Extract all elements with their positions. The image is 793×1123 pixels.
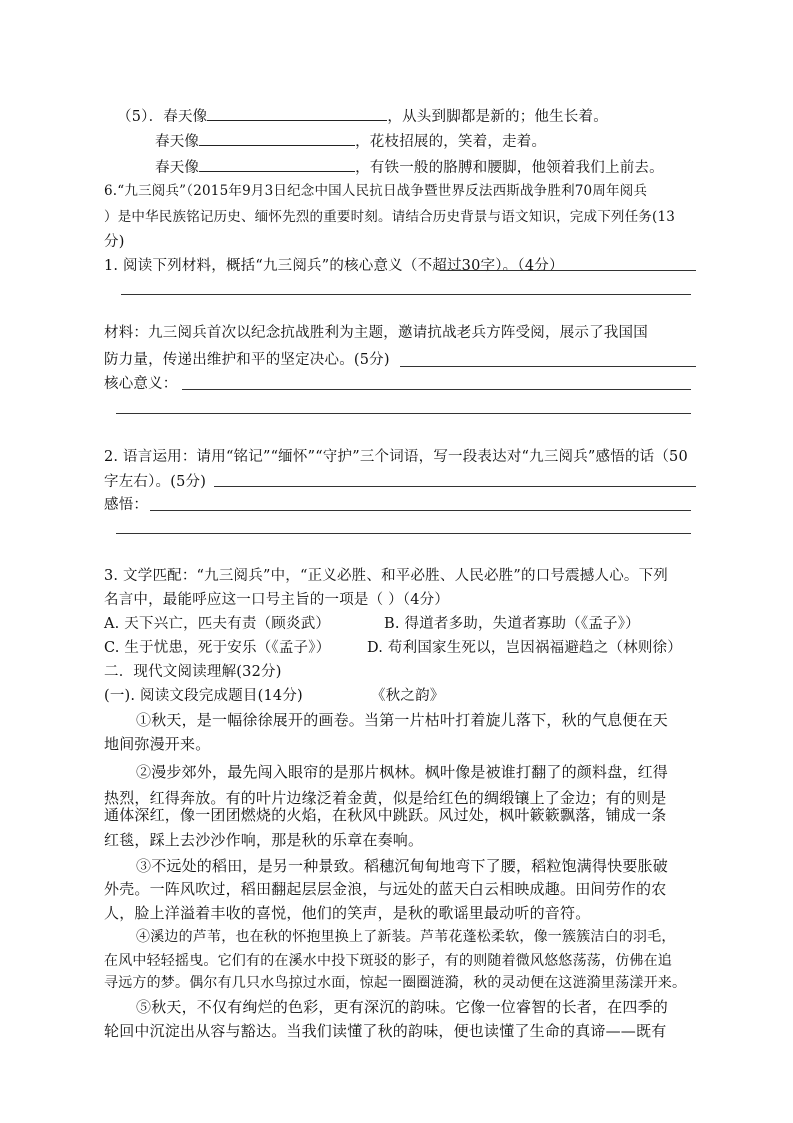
passage-line: 在风中轻轻摇曳。它们有的在溪水中投下斑驳的影子，有的则随着微风悠悠荡荡，仿佛在追	[104, 953, 672, 969]
answer-line[interactable]	[400, 366, 696, 367]
q5-line1-head: 春天像	[163, 109, 208, 125]
passage-line: 寻远方的梦。偶尔有几只水鸟掠过水面，惊起一圈圈涟漪，秋的灵动便在这涟漪里荡漾开来。	[104, 975, 687, 991]
q5-line-3	[155, 156, 664, 178]
passage-line: 热烈，红得奔放。有的叶片边缘泛着金黄，似是给红色的绸缎镶上了金边；有的则是	[104, 789, 667, 807]
q5-line-2	[155, 130, 546, 152]
q5-line2-head: 春天像	[155, 134, 200, 150]
option-b[interactable]: B. 得道者多助，失道者寡助（《孟子》）	[384, 616, 640, 632]
passage-line: ①秋天，是一幅徐徐展开的画卷。当第一片枯叶打着旋儿落下，秋的气息便在天	[136, 711, 669, 729]
q5-blank-3[interactable]	[199, 156, 355, 172]
option-c[interactable]: C. 生于忧患，死于安乐（《孟子》）	[104, 640, 331, 656]
option-a[interactable]: A. 天下兴亡，匹夫有责（顾炎武）	[104, 616, 331, 632]
material-line-1: 材料：九三阅兵首次以纪念抗战胜利为主题，邀请抗战老兵方阵受阅，展示了我国国	[104, 325, 648, 341]
q6-task1: 1. 阅读下列材料，概括“九三阅兵”的核心意义（不超过30字）。（4分）	[104, 258, 564, 274]
passage-line: 人，脸上洋溢着丰收的喜悦，他们的笑声，是秋的歌谣里最动听的音符。	[104, 904, 591, 922]
q6-task2-1: 2. 语言运用：请用“铭记”“缅怀”“守护”三个词语，写一段表达对“九三阅兵”感悟的话（50	[104, 449, 688, 465]
q5-blank-1[interactable]	[207, 105, 387, 121]
q5-line3-head: 春天像	[155, 160, 200, 176]
option-d[interactable]: D. 苟利国家生死以，岂因祸福避趋之（林则徐）	[367, 640, 682, 656]
q6-intro-1: 6.“九三阅兵”（2015年9月3日纪念中国人民抗日战争暨世界反法西斯战争胜利70周年阅兵	[104, 183, 648, 199]
answer-line[interactable]	[214, 486, 696, 487]
feeling-answer-line[interactable]	[150, 510, 691, 511]
answer-line[interactable]	[116, 533, 691, 534]
section2-sub1: (一). 阅读文段完成题目(14分)	[104, 688, 303, 704]
q5-line3-tail: ，有铁一般的胳膊和腰脚，他领着我们上前去。	[355, 160, 664, 176]
passage-line: 外壳。一阵风吹过，稻田翻起层层金浪，与远处的蓝天白云相映成趣。田间劳作的农	[104, 880, 667, 898]
q6-task3-2: 名言中，最能呼应这一口号主旨的一项是（ ）（4分）	[104, 592, 450, 608]
passage-line: 通体深红，像一团团燃烧的火焰，在秋风中跳跃。风过处，枫叶簌簌飘落，铺成一条	[104, 806, 667, 824]
answer-line[interactable]	[121, 294, 691, 295]
q6-task3-1: 3. 文学匹配：“九三阅兵”中，“正义必胜、和平必胜、人民必胜”的口号震撼人心。下列	[104, 568, 668, 584]
passage-line: 地间弥漫开来。	[104, 735, 211, 753]
feeling-label: 感悟：	[104, 497, 149, 513]
material-line-2: 防力量，传递出维护和平的坚定决心。(5分)	[104, 352, 390, 368]
q5-line2-tail: ，花枝招展的，笑着，走着。	[355, 134, 547, 150]
q6-intro-3: 分)	[104, 234, 125, 250]
q5-line-1	[117, 105, 608, 127]
passage-line: ③不远处的稻田，是另一种景致。稻穗沉甸甸地弯下了腰，稻粒饱满得快要胀破	[136, 857, 669, 875]
q6-task2-2: 字左右）。(5分)	[104, 474, 207, 490]
q5-label: （5）．	[117, 109, 164, 125]
answer-line[interactable]	[440, 270, 696, 271]
q5-line1-tail: ，从头到脚都是新的；他生长着。	[387, 109, 608, 125]
passage-line: ⑤秋天，不仅有绚烂的色彩，更有深沉的韵味。它像一位睿智的长者，在四季的	[136, 998, 669, 1016]
q5-blank-2[interactable]	[199, 130, 355, 146]
passage-title: 《秋之韵》	[371, 688, 445, 704]
q6-intro-2: ）是中华民族铭记历史、缅怀先烈的重要时刻。请结合历史背景与语文知识，完成下列任务(13	[104, 209, 676, 225]
answer-line[interactable]	[116, 413, 691, 414]
passage-line: 轮回中沉淀出从容与豁达。当我们读懂了秋的韵味，便也读懂了生命的真谛——既有	[104, 1022, 667, 1040]
passage-line: ④溪边的芦苇，也在秋的怀抱里换上了新装。芦苇花蓬松柔软，像一簇簇洁白的羽毛，	[136, 929, 676, 945]
section2-heading: 二．现代文阅读理解(32分)	[104, 664, 282, 680]
passage-line: 红毯，踩上去沙沙作响，那是秋的乐章在奏响。	[104, 831, 424, 849]
core-meaning-label: 核心意义：	[104, 376, 178, 392]
passage-line: ②漫步郊外，最先闯入眼帘的是那片枫林。枫叶像是被谁打翻了的颜料盘，红得	[136, 763, 669, 781]
core-meaning-answer-line[interactable]	[182, 389, 691, 390]
